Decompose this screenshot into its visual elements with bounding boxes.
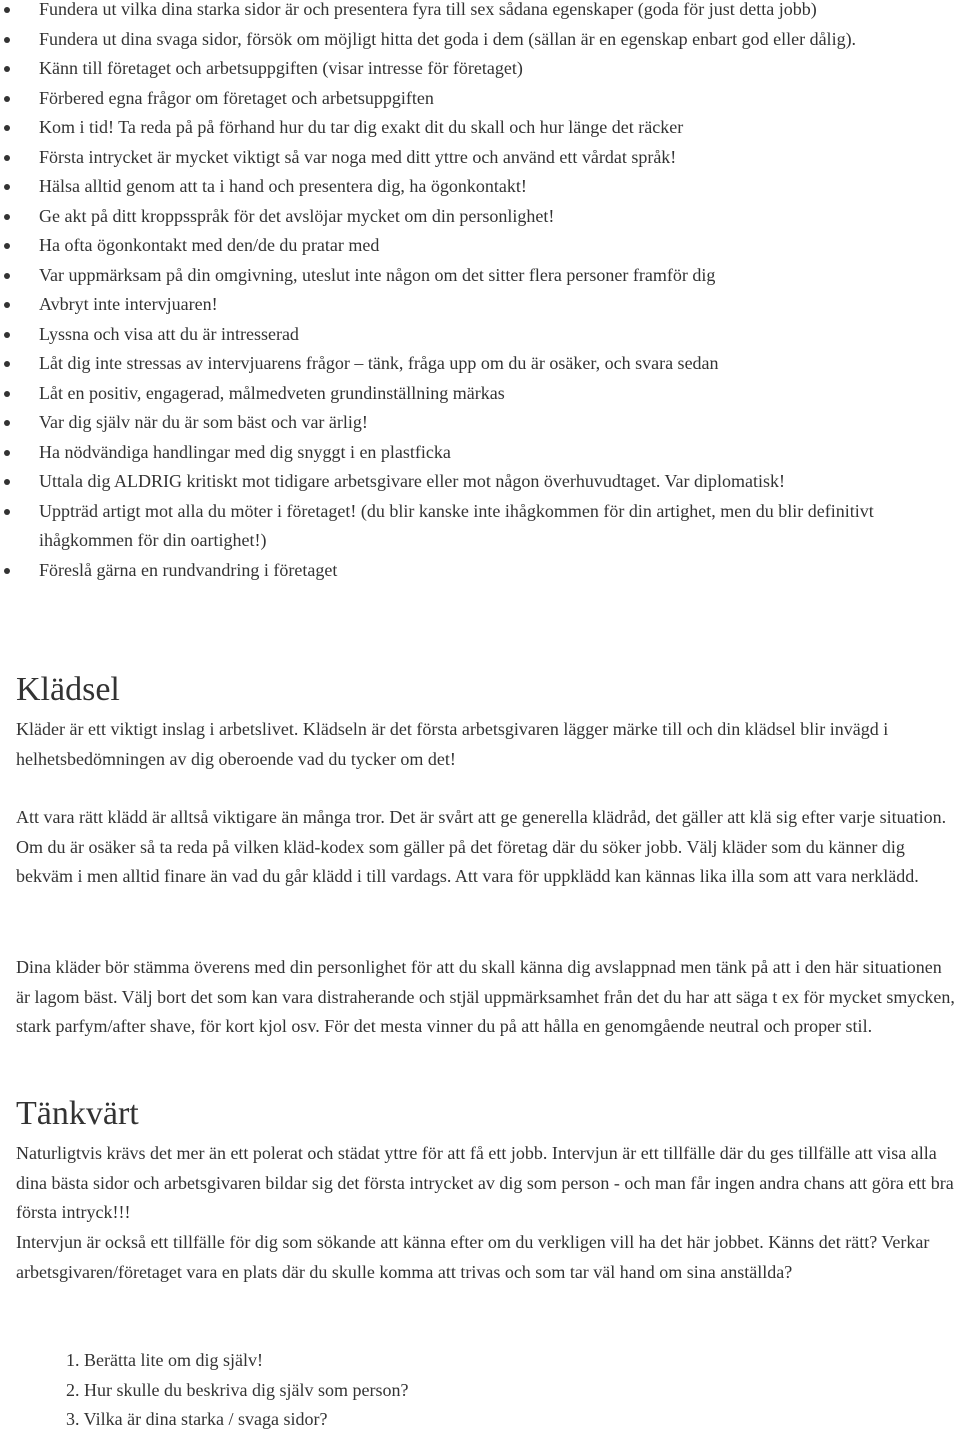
bullet-icon — [4, 96, 10, 102]
bullet-icon — [4, 332, 10, 338]
list-item: 2. Hur skulle du beskriva dig själv som person? — [66, 1379, 409, 1400]
interview-tips-list — [0, 0, 960, 585]
kladsel-paragraph: Att vara rätt klädd är alltså viktigare än många tror. Det är svårt att ge generella klädråd, det gäller att klä sig efter varje situation. Om du är osäker så ta reda på vilken kläd-kodex som gäller på det företag där du söker jobb. Välj kläder som du känner dig bekväm i men alltid finare än vad du går klädd i till vardags. Att vara för uppklädd kan kännas lika illa som att vara nerklädd. — [16, 807, 947, 886]
bullet-icon — [4, 125, 10, 131]
section-heading-kladsel: Klädsel — [16, 671, 120, 708]
bullet-icon — [4, 243, 10, 249]
bullet-icon — [4, 361, 10, 367]
list-item: 3. Vilka är dina starka / svaga sidor? — [66, 1409, 328, 1429]
list-item: Uppträd artigt mot alla du möter i företaget! (du blir kanske inte ihågkommen för din artighet, men du blir definitivt ihågkommen för din oartighet!) — [0, 497, 960, 556]
bullet-icon — [4, 391, 10, 397]
bullet-icon — [4, 420, 10, 426]
list-item: Ge akt på ditt kroppsspråk för det avslöjar mycket om din personlighet! — [0, 202, 960, 232]
list-item: Ha nödvändiga handlingar med dig snyggt i en plastficka — [0, 438, 960, 468]
list-item: Föreslå gärna en rundvandring i företaget — [0, 556, 960, 586]
bullet-icon — [4, 509, 10, 515]
list-item: Lyssna och visa att du är intresserad — [0, 320, 960, 350]
bullet-icon — [4, 7, 10, 13]
section-heading-tankvart: Tänkvärt — [16, 1095, 139, 1132]
bullet-icon — [4, 155, 10, 161]
bullet-icon — [4, 184, 10, 190]
list-item: 1. Berätta lite om dig själv! — [66, 1350, 263, 1370]
list-item: Första intrycket är mycket viktigt så var noga med ditt yttre och använd ett vårdat språk! — [0, 143, 960, 173]
list-item: Var uppmärksam på din omgivning, uteslut inte någon om det sitter flera personer framför dig — [0, 261, 960, 291]
bullet-icon — [4, 450, 10, 456]
list-item: Låt en positiv, engagerad, målmedveten grundinställning märkas — [0, 379, 960, 409]
kladsel-paragraph: Dina kläder bör stämma överens med din personlighet för att du skall känna dig avslappnad men tänk på att i den här situationen är lagom bäst. Välj bort det som kan vara distraherande och stjäl uppmärksamhet från det du har att säga t ex för mycket smycken, stark parfym/after shave, för kort kjol osv. För det mesta vinner du på att hålla en genomgående neutral och proper stil. — [16, 957, 955, 1036]
list-item: Fundera ut dina svaga sidor, försök om möjligt hitta det goda i dem (sällan är en egenskap enbart god eller dålig). — [0, 25, 960, 55]
bullet-icon — [4, 37, 10, 43]
bullet-icon — [4, 302, 10, 308]
list-item: Avbryt inte intervjuaren! — [0, 290, 960, 320]
bullet-icon — [4, 479, 10, 485]
list-item: Fundera ut vilka dina starka sidor är och presentera fyra till sex sådana egenskaper (goda för just detta jobb) — [0, 0, 960, 25]
list-item: Ha ofta ögonkontakt med den/de du pratar med — [0, 231, 960, 261]
list-item: Förbered egna frågor om företaget och arbetsuppgiften — [0, 84, 960, 114]
bullet-icon — [4, 273, 10, 279]
list-item: Känn till företaget och arbetsuppgiften (visar intresse för företaget) — [0, 54, 960, 84]
list-item: Kom i tid! Ta reda på på förhand hur du tar dig exakt dit du skall och hur länge det räcker — [0, 113, 960, 143]
bullet-icon — [4, 66, 10, 72]
list-item: Uttala dig ALDRIG kritiskt mot tidigare arbetsgivare eller mot någon överhuvudtaget. Var diplomatisk! — [0, 467, 960, 497]
list-item: Var dig själv när du är som bäst och var ärlig! — [0, 408, 960, 438]
tankvart-paragraph: Naturligtvis krävs det mer än ett polerat och städat yttre för att få ett jobb. Intervjun är ett tillfälle där du ges tillfälle att visa alla dina bästa sidor och arbetsgivaren bildar sig det första intrycket av dig som person - och man får ingen andra chans att göra ett bra första intryck!!! — [16, 1143, 954, 1222]
kladsel-paragraph: Kläder är ett viktigt inslag i arbetslivet. Klädseln är det första arbetsgivaren lägger märke till och din klädsel blir invägd i helhetsbedömningen av dig oberoende vad du tycker om det! — [16, 719, 889, 769]
tankvart-paragraph: Intervjun är också ett tillfälle för dig som sökande att känna efter om du verkligen vill ha det här jobbet. Känns det rätt? Verkar arbetsgivaren/företaget vara en plats där du skulle komma att trivas och som tar väl hand om sina anställda? — [16, 1232, 930, 1282]
bullet-icon — [4, 214, 10, 220]
list-item: Hälsa alltid genom att ta i hand och presentera dig, ha ögonkontakt! — [0, 172, 960, 202]
list-item: Låt dig inte stressas av intervjuarens frågor – tänk, fråga upp om du är osäker, och svara sedan — [0, 349, 960, 379]
interview-questions-list — [66, 1346, 408, 1435]
bullet-icon — [4, 568, 10, 574]
